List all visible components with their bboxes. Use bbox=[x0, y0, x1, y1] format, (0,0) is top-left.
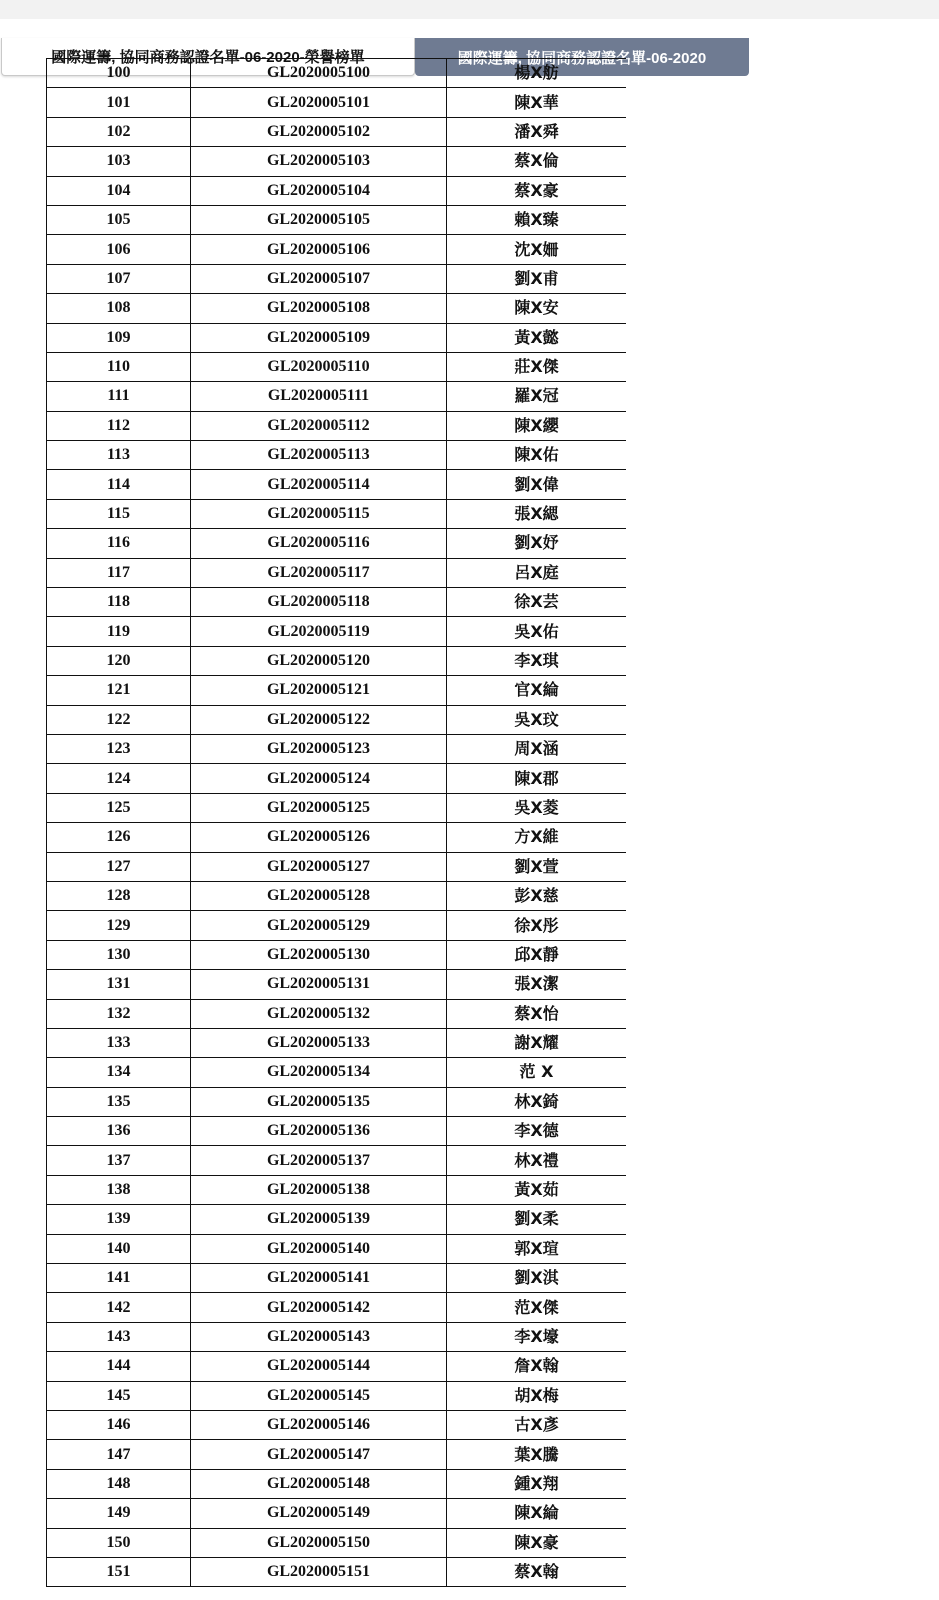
row-number-cell: 113 bbox=[47, 441, 191, 470]
row-number-cell: 134 bbox=[47, 1058, 191, 1087]
row-number-cell: 100 bbox=[47, 59, 191, 88]
holder-name-cell: 周X涵 bbox=[447, 734, 627, 763]
table-row bbox=[47, 1205, 627, 1234]
holder-name-cell: 李X德 bbox=[447, 1117, 627, 1146]
holder-name-cell: 林X錡 bbox=[447, 1087, 627, 1116]
certificate-id-cell: GL2020005106 bbox=[191, 235, 447, 264]
certificate-id-cell: GL2020005118 bbox=[191, 588, 447, 617]
holder-name-cell: 詹X翰 bbox=[447, 1352, 627, 1381]
table-row bbox=[47, 793, 627, 822]
row-number-cell: 108 bbox=[47, 294, 191, 323]
row-number-cell: 144 bbox=[47, 1352, 191, 1381]
holder-name-cell: 胡X梅 bbox=[447, 1381, 627, 1410]
holder-name-cell: 劉X柔 bbox=[447, 1205, 627, 1234]
row-number-cell: 125 bbox=[47, 793, 191, 822]
holder-name-cell: 莊X傑 bbox=[447, 352, 627, 381]
row-number-cell: 151 bbox=[47, 1557, 191, 1586]
holder-name-cell: 官X綸 bbox=[447, 676, 627, 705]
holder-name-cell: 葉X騰 bbox=[447, 1440, 627, 1469]
holder-name-cell: 劉X淇 bbox=[447, 1264, 627, 1293]
holder-name-cell: 吳X菱 bbox=[447, 793, 627, 822]
certificate-id-cell: GL2020005151 bbox=[191, 1557, 447, 1586]
holder-name-cell: 張X緦 bbox=[447, 499, 627, 528]
certificate-id-cell: GL2020005117 bbox=[191, 558, 447, 587]
table-row bbox=[47, 1234, 627, 1263]
table-row bbox=[47, 1381, 627, 1410]
certificate-id-cell: GL2020005142 bbox=[191, 1293, 447, 1322]
row-number-cell: 103 bbox=[47, 147, 191, 176]
holder-name-cell: 黃X懿 bbox=[447, 323, 627, 352]
holder-name-cell: 吳X玟 bbox=[447, 705, 627, 734]
row-number-cell: 124 bbox=[47, 764, 191, 793]
row-number-cell: 112 bbox=[47, 411, 191, 440]
row-number-cell: 107 bbox=[47, 264, 191, 293]
table-row bbox=[47, 499, 627, 528]
row-number-cell: 120 bbox=[47, 646, 191, 675]
holder-name-cell: 蔡X豪 bbox=[447, 176, 627, 205]
certification-table-view bbox=[46, 58, 626, 1600]
holder-name-cell: 古X彥 bbox=[447, 1410, 627, 1439]
certificate-id-cell: GL2020005146 bbox=[191, 1410, 447, 1439]
row-number-cell: 117 bbox=[47, 558, 191, 587]
table-row bbox=[47, 1264, 627, 1293]
row-number-cell: 133 bbox=[47, 1028, 191, 1057]
tab-certified-list[interactable]: 國際運籌, 協同商務認證名單-06-2020 bbox=[415, 38, 749, 76]
row-number-cell: 118 bbox=[47, 588, 191, 617]
holder-name-cell: 陳X華 bbox=[447, 88, 627, 117]
holder-name-cell: 劉X偉 bbox=[447, 470, 627, 499]
table-row bbox=[47, 911, 627, 940]
certificate-id-cell: GL2020005120 bbox=[191, 646, 447, 675]
table-row bbox=[47, 294, 627, 323]
holder-name-cell: 邱X靜 bbox=[447, 940, 627, 969]
certificate-id-cell: GL2020005141 bbox=[191, 1264, 447, 1293]
holder-name-cell: 沈X姍 bbox=[447, 235, 627, 264]
holder-name-cell: 李X琪 bbox=[447, 646, 627, 675]
certificate-id-cell: GL2020005135 bbox=[191, 1087, 447, 1116]
certificate-id-cell: GL2020005124 bbox=[191, 764, 447, 793]
certificate-id-cell: GL2020005121 bbox=[191, 676, 447, 705]
certificate-id-cell: GL2020005144 bbox=[191, 1352, 447, 1381]
row-number-cell: 141 bbox=[47, 1264, 191, 1293]
table-row bbox=[47, 1410, 627, 1439]
holder-name-cell: 陳X豪 bbox=[447, 1528, 627, 1557]
table-row bbox=[47, 881, 627, 910]
row-number-cell: 101 bbox=[47, 88, 191, 117]
row-number-cell: 136 bbox=[47, 1117, 191, 1146]
row-number-cell: 131 bbox=[47, 970, 191, 999]
table-row bbox=[47, 1352, 627, 1381]
certificate-id-cell: GL2020005110 bbox=[191, 352, 447, 381]
certification-table bbox=[46, 58, 626, 1587]
table-row bbox=[47, 176, 627, 205]
holder-name-cell: 潘X舜 bbox=[447, 117, 627, 146]
table-row bbox=[47, 1087, 627, 1116]
row-number-cell: 130 bbox=[47, 940, 191, 969]
table-row bbox=[47, 734, 627, 763]
table-row bbox=[47, 235, 627, 264]
holder-name-cell: 楊X舫 bbox=[447, 59, 627, 88]
certificate-id-cell: GL2020005137 bbox=[191, 1146, 447, 1175]
certificate-id-cell: GL2020005129 bbox=[191, 911, 447, 940]
table-row bbox=[47, 88, 627, 117]
table-row bbox=[47, 1117, 627, 1146]
certificate-id-cell: GL2020005133 bbox=[191, 1028, 447, 1057]
certificate-id-cell: GL2020005109 bbox=[191, 323, 447, 352]
table-row bbox=[47, 676, 627, 705]
table-row bbox=[47, 441, 627, 470]
table-row bbox=[47, 205, 627, 234]
table-row bbox=[47, 764, 627, 793]
table-row bbox=[47, 1557, 627, 1586]
row-number-cell: 147 bbox=[47, 1440, 191, 1469]
row-number-cell: 102 bbox=[47, 117, 191, 146]
table-body bbox=[47, 59, 627, 1587]
table-row bbox=[47, 646, 627, 675]
row-number-cell: 115 bbox=[47, 499, 191, 528]
holder-name-cell: 黃X茹 bbox=[447, 1175, 627, 1204]
table-row bbox=[47, 323, 627, 352]
table-row bbox=[47, 1293, 627, 1322]
certificate-id-cell: GL2020005116 bbox=[191, 529, 447, 558]
certificate-id-cell: GL2020005123 bbox=[191, 734, 447, 763]
holder-name-cell: 李X壕 bbox=[447, 1322, 627, 1351]
certificate-id-cell: GL2020005125 bbox=[191, 793, 447, 822]
holder-name-cell: 劉X甫 bbox=[447, 264, 627, 293]
row-number-cell: 106 bbox=[47, 235, 191, 264]
certificate-id-cell: GL2020005150 bbox=[191, 1528, 447, 1557]
table-row bbox=[47, 970, 627, 999]
row-number-cell: 114 bbox=[47, 470, 191, 499]
row-number-cell: 145 bbox=[47, 1381, 191, 1410]
table-row bbox=[47, 470, 627, 499]
tab-honor-list[interactable]: 國際運籌, 協同商務認證名單-06-2020-榮譽榜單 bbox=[1, 38, 415, 76]
certificate-id-cell: GL2020005107 bbox=[191, 264, 447, 293]
row-number-cell: 138 bbox=[47, 1175, 191, 1204]
certificate-id-cell: GL2020005145 bbox=[191, 1381, 447, 1410]
row-number-cell: 122 bbox=[47, 705, 191, 734]
table-row bbox=[47, 382, 627, 411]
holder-name-cell: 陳X綸 bbox=[447, 1499, 627, 1528]
certificate-id-cell: GL2020005122 bbox=[191, 705, 447, 734]
row-number-cell: 127 bbox=[47, 852, 191, 881]
holder-name-cell: 范 X bbox=[447, 1058, 627, 1087]
certificate-id-cell: GL2020005138 bbox=[191, 1175, 447, 1204]
row-number-cell: 132 bbox=[47, 999, 191, 1028]
holder-name-cell: 郭X瑄 bbox=[447, 1234, 627, 1263]
certificate-id-cell: GL2020005128 bbox=[191, 881, 447, 910]
holder-name-cell: 蔡X倫 bbox=[447, 147, 627, 176]
holder-name-cell: 鍾X翔 bbox=[447, 1469, 627, 1498]
row-number-cell: 128 bbox=[47, 881, 191, 910]
row-number-cell: 110 bbox=[47, 352, 191, 381]
holder-name-cell: 陳X纓 bbox=[447, 411, 627, 440]
certificate-id-cell: GL2020005134 bbox=[191, 1058, 447, 1087]
certificate-id-cell: GL2020005131 bbox=[191, 970, 447, 999]
certificate-id-cell: GL2020005115 bbox=[191, 499, 447, 528]
holder-name-cell: 林X禮 bbox=[447, 1146, 627, 1175]
table-row bbox=[47, 617, 627, 646]
row-number-cell: 121 bbox=[47, 676, 191, 705]
certificate-id-cell: GL2020005102 bbox=[191, 117, 447, 146]
table-row bbox=[47, 1322, 627, 1351]
holder-name-cell: 謝X耀 bbox=[447, 1028, 627, 1057]
holder-name-cell: 呂X庭 bbox=[447, 558, 627, 587]
certificate-id-cell: GL2020005111 bbox=[191, 382, 447, 411]
holder-name-cell: 彭X慈 bbox=[447, 881, 627, 910]
holder-name-cell: 劉X萱 bbox=[447, 852, 627, 881]
certificate-id-cell: GL2020005140 bbox=[191, 1234, 447, 1263]
certificate-id-cell: GL2020005147 bbox=[191, 1440, 447, 1469]
row-number-cell: 129 bbox=[47, 911, 191, 940]
holder-name-cell: 徐X芸 bbox=[447, 588, 627, 617]
table-row bbox=[47, 352, 627, 381]
certificate-id-cell: GL2020005126 bbox=[191, 823, 447, 852]
table-row bbox=[47, 705, 627, 734]
table-row bbox=[47, 940, 627, 969]
row-number-cell: 148 bbox=[47, 1469, 191, 1498]
holder-name-cell: 方X維 bbox=[447, 823, 627, 852]
row-number-cell: 140 bbox=[47, 1234, 191, 1263]
table-row bbox=[47, 823, 627, 852]
table-row bbox=[47, 1499, 627, 1528]
table-row bbox=[47, 1175, 627, 1204]
table-row bbox=[47, 999, 627, 1028]
table-row bbox=[47, 264, 627, 293]
holder-name-cell: 徐X彤 bbox=[447, 911, 627, 940]
table-row bbox=[47, 1440, 627, 1469]
table-row bbox=[47, 147, 627, 176]
table-row bbox=[47, 411, 627, 440]
table-row bbox=[47, 529, 627, 558]
row-number-cell: 149 bbox=[47, 1499, 191, 1528]
table-row bbox=[47, 558, 627, 587]
row-number-cell: 150 bbox=[47, 1528, 191, 1557]
holder-name-cell: 羅X冠 bbox=[447, 382, 627, 411]
row-number-cell: 105 bbox=[47, 205, 191, 234]
certificate-id-cell: GL2020005136 bbox=[191, 1117, 447, 1146]
row-number-cell: 126 bbox=[47, 823, 191, 852]
table-row bbox=[47, 59, 627, 88]
row-number-cell: 104 bbox=[47, 176, 191, 205]
holder-name-cell: 吳X佑 bbox=[447, 617, 627, 646]
row-number-cell: 142 bbox=[47, 1293, 191, 1322]
holder-name-cell: 劉X妤 bbox=[447, 529, 627, 558]
certificate-id-cell: GL2020005114 bbox=[191, 470, 447, 499]
holder-name-cell: 陳X郡 bbox=[447, 764, 627, 793]
table-row bbox=[47, 1058, 627, 1087]
table-row bbox=[47, 1469, 627, 1498]
table-row bbox=[47, 1146, 627, 1175]
row-number-cell: 119 bbox=[47, 617, 191, 646]
certificate-id-cell: GL2020005101 bbox=[191, 88, 447, 117]
certificate-id-cell: GL2020005104 bbox=[191, 176, 447, 205]
row-number-cell: 111 bbox=[47, 382, 191, 411]
certificate-id-cell: GL2020005113 bbox=[191, 441, 447, 470]
certificate-id-cell: GL2020005149 bbox=[191, 1499, 447, 1528]
table-row bbox=[47, 117, 627, 146]
certificate-id-cell: GL2020005103 bbox=[191, 147, 447, 176]
holder-name-cell: 蔡X翰 bbox=[447, 1557, 627, 1586]
row-number-cell: 109 bbox=[47, 323, 191, 352]
row-number-cell: 137 bbox=[47, 1146, 191, 1175]
certificate-id-cell: GL2020005119 bbox=[191, 617, 447, 646]
row-number-cell: 135 bbox=[47, 1087, 191, 1116]
certificate-id-cell: GL2020005143 bbox=[191, 1322, 447, 1351]
table-row bbox=[47, 588, 627, 617]
holder-name-cell: 范X傑 bbox=[447, 1293, 627, 1322]
sheet-tab-bar bbox=[0, 0, 939, 67]
table-row bbox=[47, 852, 627, 881]
holder-name-cell: 陳X安 bbox=[447, 294, 627, 323]
certificate-id-cell: GL2020005130 bbox=[191, 940, 447, 969]
certificate-id-cell: GL2020005100 bbox=[191, 59, 447, 88]
certificate-id-cell: GL2020005132 bbox=[191, 999, 447, 1028]
row-number-cell: 116 bbox=[47, 529, 191, 558]
table-row bbox=[47, 1528, 627, 1557]
holder-name-cell: 蔡X怡 bbox=[447, 999, 627, 1028]
certificate-id-cell: GL2020005127 bbox=[191, 852, 447, 881]
certificate-id-cell: GL2020005108 bbox=[191, 294, 447, 323]
row-number-cell: 139 bbox=[47, 1205, 191, 1234]
holder-name-cell: 陳X佑 bbox=[447, 441, 627, 470]
certificate-id-cell: GL2020005139 bbox=[191, 1205, 447, 1234]
row-number-cell: 123 bbox=[47, 734, 191, 763]
table-row bbox=[47, 1028, 627, 1057]
holder-name-cell: 賴X臻 bbox=[447, 205, 627, 234]
certificate-id-cell: GL2020005148 bbox=[191, 1469, 447, 1498]
certificate-id-cell: GL2020005112 bbox=[191, 411, 447, 440]
row-number-cell: 143 bbox=[47, 1322, 191, 1351]
holder-name-cell: 張X潔 bbox=[447, 970, 627, 999]
row-number-cell: 146 bbox=[47, 1410, 191, 1439]
certificate-id-cell: GL2020005105 bbox=[191, 205, 447, 234]
